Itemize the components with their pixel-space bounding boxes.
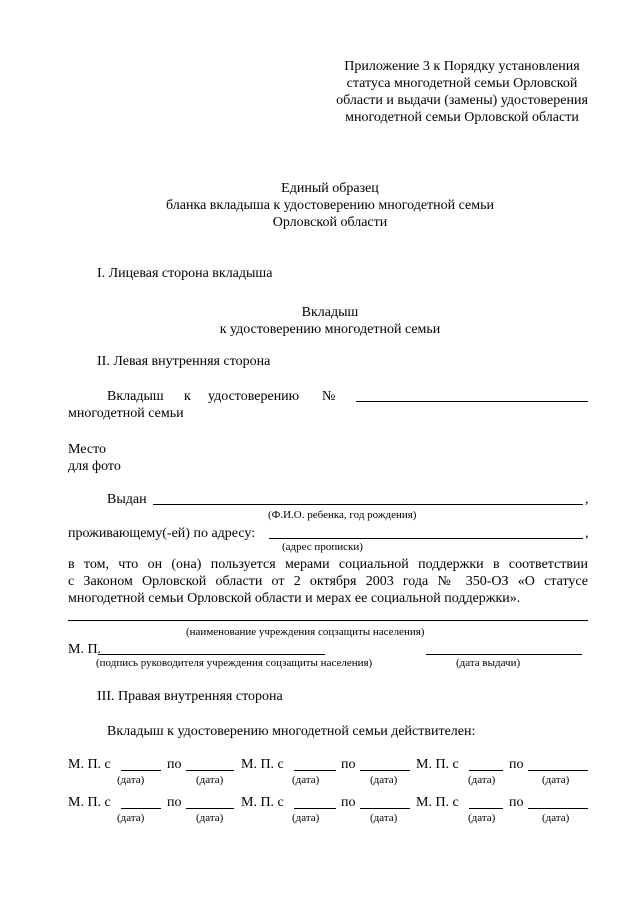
date-caption: (дата) xyxy=(542,812,570,824)
address-line xyxy=(269,523,583,539)
date-blank xyxy=(294,794,336,809)
mp-stamp-label: М. П. xyxy=(68,642,102,657)
photo-place xyxy=(68,441,121,475)
date-caption: (дата) xyxy=(468,774,496,786)
validity-row-2 xyxy=(68,794,588,814)
body-line-2: с Законом Орловской области от 2 октября 2003 года № 350-ОЗ «О статусе xyxy=(68,574,588,589)
appendix-line-3: области и выдачи (замены) удостоверения xyxy=(336,93,588,108)
mp-from-label: М. П. с xyxy=(241,795,284,810)
date-caption: (дата) xyxy=(292,812,320,824)
cert-number-line xyxy=(356,387,588,402)
cert-number-sign: № xyxy=(322,389,336,404)
appendix-line-2: статуса многодетной семьи Орловской xyxy=(346,76,578,91)
issued-line xyxy=(153,489,583,505)
address-caption: (адрес прописки) xyxy=(282,541,363,553)
date-blank xyxy=(528,794,588,809)
appendix-line-4: многодетной семьи Орловской области xyxy=(345,110,579,125)
title-line-2: бланка вкладыша к удостоверению многодетной семьи xyxy=(166,198,494,213)
date-caption: (дата) xyxy=(370,774,398,786)
issued-comma: , xyxy=(585,492,589,507)
body-line-1: в том, что он (она) пользуется мерами социальной поддержки в соответствии xyxy=(68,557,588,572)
date-blank xyxy=(360,794,410,809)
to-label: по xyxy=(341,757,356,772)
validity-row-1 xyxy=(68,756,588,776)
date-caption: (дата) xyxy=(292,774,320,786)
appendix-line-1: Приложение 3 к Порядку установления xyxy=(344,59,580,74)
date-blank xyxy=(121,756,161,771)
date-caption: (дата) xyxy=(117,812,145,824)
section-2-heading: II. Левая внутренняя сторона xyxy=(97,354,271,369)
address-comma: , xyxy=(585,526,589,541)
to-label: по xyxy=(341,795,356,810)
date-caption: (дата) xyxy=(468,812,496,824)
date-blank xyxy=(469,756,503,771)
date-caption: (дата) xyxy=(196,812,224,824)
date-caption: (дата) xyxy=(542,774,570,786)
date-blank xyxy=(469,794,503,809)
section-3-heading: III. Правая внутренняя сторона xyxy=(97,689,283,704)
insert-title xyxy=(180,304,480,338)
issue-date-caption: (дата выдачи) xyxy=(456,657,521,669)
date-blank xyxy=(528,756,588,771)
cert-word-3: удостоверению xyxy=(208,389,300,404)
date-caption: (дата) xyxy=(117,774,145,786)
insert-title-line-1: Вкладыш xyxy=(301,305,359,320)
cert-line-2: многодетной семьи xyxy=(68,406,184,421)
issue-date-line xyxy=(426,640,582,655)
date-caption: (дата) xyxy=(196,774,224,786)
photo-line-1: Место xyxy=(68,442,106,457)
cert-word-1: Вкладыш xyxy=(107,389,164,404)
date-blank xyxy=(186,756,234,771)
mp-from-label: М. П. с xyxy=(416,795,459,810)
date-blank xyxy=(121,794,161,809)
date-blank xyxy=(294,756,336,771)
document-title xyxy=(120,180,540,231)
resident-label: проживающему(-ей) по адресу: xyxy=(68,526,256,541)
mp-from-label: М. П. с xyxy=(416,757,459,772)
date-blank xyxy=(360,756,410,771)
section-1-heading: I. Лицевая сторона вкладыша xyxy=(97,266,273,281)
cert-word-2: к xyxy=(184,389,191,404)
signature-line xyxy=(98,640,325,655)
title-line-1: Единый образец xyxy=(281,181,379,196)
institution-line xyxy=(68,608,588,621)
mp-from-label: М. П. с xyxy=(241,757,284,772)
institution-caption: (наименование учреждения соцзащиты населения) xyxy=(186,626,425,638)
title-line-3: Орловской области xyxy=(272,215,388,230)
insert-title-line-2: к удостоверению многодетной семьи xyxy=(219,322,441,337)
validity-text: Вкладыш к удостоверению многодетной семьи действителен: xyxy=(107,724,476,739)
to-label: по xyxy=(167,795,182,810)
signature-caption: (подпись руководителя учреждения соцзащиты населения) xyxy=(96,657,373,669)
appendix-header xyxy=(322,58,602,126)
mp-from-label: М. П. с xyxy=(68,795,111,810)
body-line-3: многодетной семьи Орловской области и мерах ее социальной поддержки». xyxy=(68,591,521,606)
date-blank xyxy=(186,794,234,809)
to-label: по xyxy=(167,757,182,772)
to-label: по xyxy=(509,795,524,810)
issued-label: Выдан xyxy=(107,492,147,507)
body-text xyxy=(68,556,588,607)
date-caption: (дата) xyxy=(370,812,398,824)
to-label: по xyxy=(509,757,524,772)
photo-line-2: для фото xyxy=(68,459,121,474)
mp-from-label: М. П. с xyxy=(68,757,111,772)
fio-caption: (Ф.И.О. ребенка, год рождения) xyxy=(268,509,417,521)
